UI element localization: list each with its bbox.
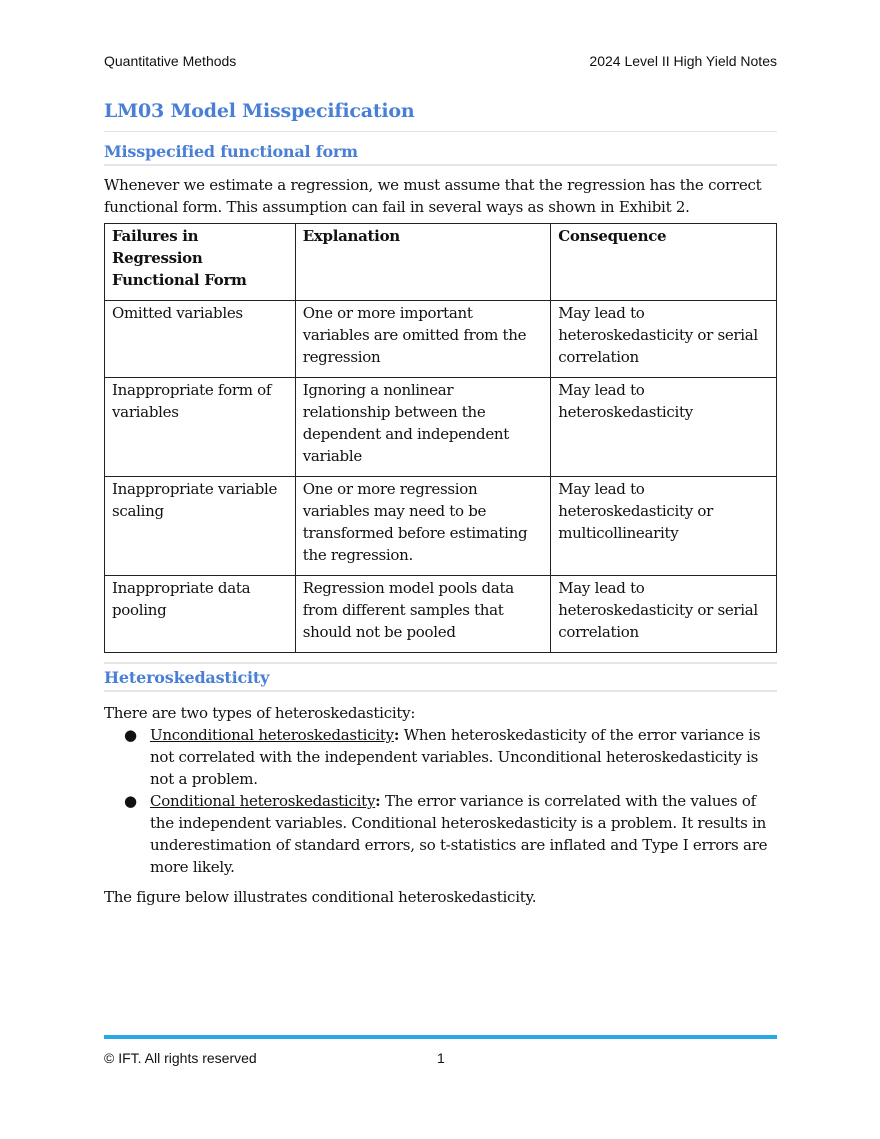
table-header-cell: Consequence (551, 224, 777, 301)
page-content (104, 100, 777, 908)
term-unconditional: Unconditional heteroskedasticity (150, 726, 394, 744)
term-colon: : (393, 726, 400, 744)
table-cell: Omitted variables (105, 301, 296, 378)
table-cell: May lead to heteroskedasticity or serial correlation (551, 301, 777, 378)
table-row (105, 477, 777, 576)
table-cell: May lead to heteroskedasticity or multicollinearity (551, 477, 777, 576)
table-cell: Inappropriate form of variables (105, 378, 296, 477)
table-cell: May lead to heteroskedasticity (551, 378, 777, 477)
header-subject: Quantitative Methods (104, 53, 237, 69)
section-heading-heteroskedasticity: Heteroskedasticity (104, 662, 777, 692)
table-row (105, 378, 777, 477)
page-header (104, 53, 777, 73)
term-conditional: Conditional heteroskedasticity (150, 792, 376, 810)
table-header-row (105, 224, 777, 301)
table-header-cell: Explanation (295, 224, 551, 301)
page-number: 1 (437, 1050, 445, 1066)
table-cell: One or more regression variables may need to be transformed before estimating the regression. (295, 477, 551, 576)
term-definition: When heteroskedasticity of the error variance is not correlated with the independent variables. Unconditional heteroskedasticity is not a problem. (150, 726, 761, 788)
list-item (104, 790, 777, 878)
table-cell: May lead to heteroskedasticity or serial correlation (551, 576, 777, 653)
section-intro-paragraph: Whenever we estimate a regression, we must assume that the regression has the correct functional form. This assumption can fail in several ways as shown in Exhibit 2. (104, 176, 762, 216)
term-definition: The error variance is correlated with the values of the independent variables. Conditional heteroskedasticity is a problem. It results in underestimation of standard errors, so t-statistics are inflated and Type I errors are more likely. (150, 792, 768, 876)
header-doc-title: 2024 Level II High Yield Notes (589, 53, 777, 69)
table-row (105, 576, 777, 653)
term-colon: : (375, 792, 381, 810)
closing-paragraph: The figure below illustrates conditional heteroskedasticity. (104, 888, 537, 906)
table-cell: Ignoring a nonlinear relationship between the dependent and independent variable (295, 378, 551, 477)
footer-copyright: © IFT. All rights reserved (104, 1050, 257, 1066)
bullet-icon: ● (124, 726, 137, 744)
table-cell: Inappropriate data pooling (105, 576, 296, 653)
page-title: LM03 Model Misspecification (104, 100, 777, 132)
heteroskedasticity-types-list (104, 724, 777, 878)
footer-divider (104, 1035, 777, 1039)
list-item (104, 724, 777, 790)
types-intro-paragraph: There are two types of heteroskedasticity: (104, 704, 416, 722)
table-row (105, 301, 777, 378)
functional-form-table (104, 223, 777, 653)
table-cell: One or more important variables are omitted from the regression (295, 301, 551, 378)
section-heading-functional-form: Misspecified functional form (104, 138, 777, 166)
table-cell: Regression model pools data from different samples that should not be pooled (295, 576, 551, 653)
bullet-icon: ● (124, 792, 137, 810)
table-cell: Inappropriate variable scaling (105, 477, 296, 576)
table-header-cell: Failures in Regression Functional Form (105, 224, 296, 301)
